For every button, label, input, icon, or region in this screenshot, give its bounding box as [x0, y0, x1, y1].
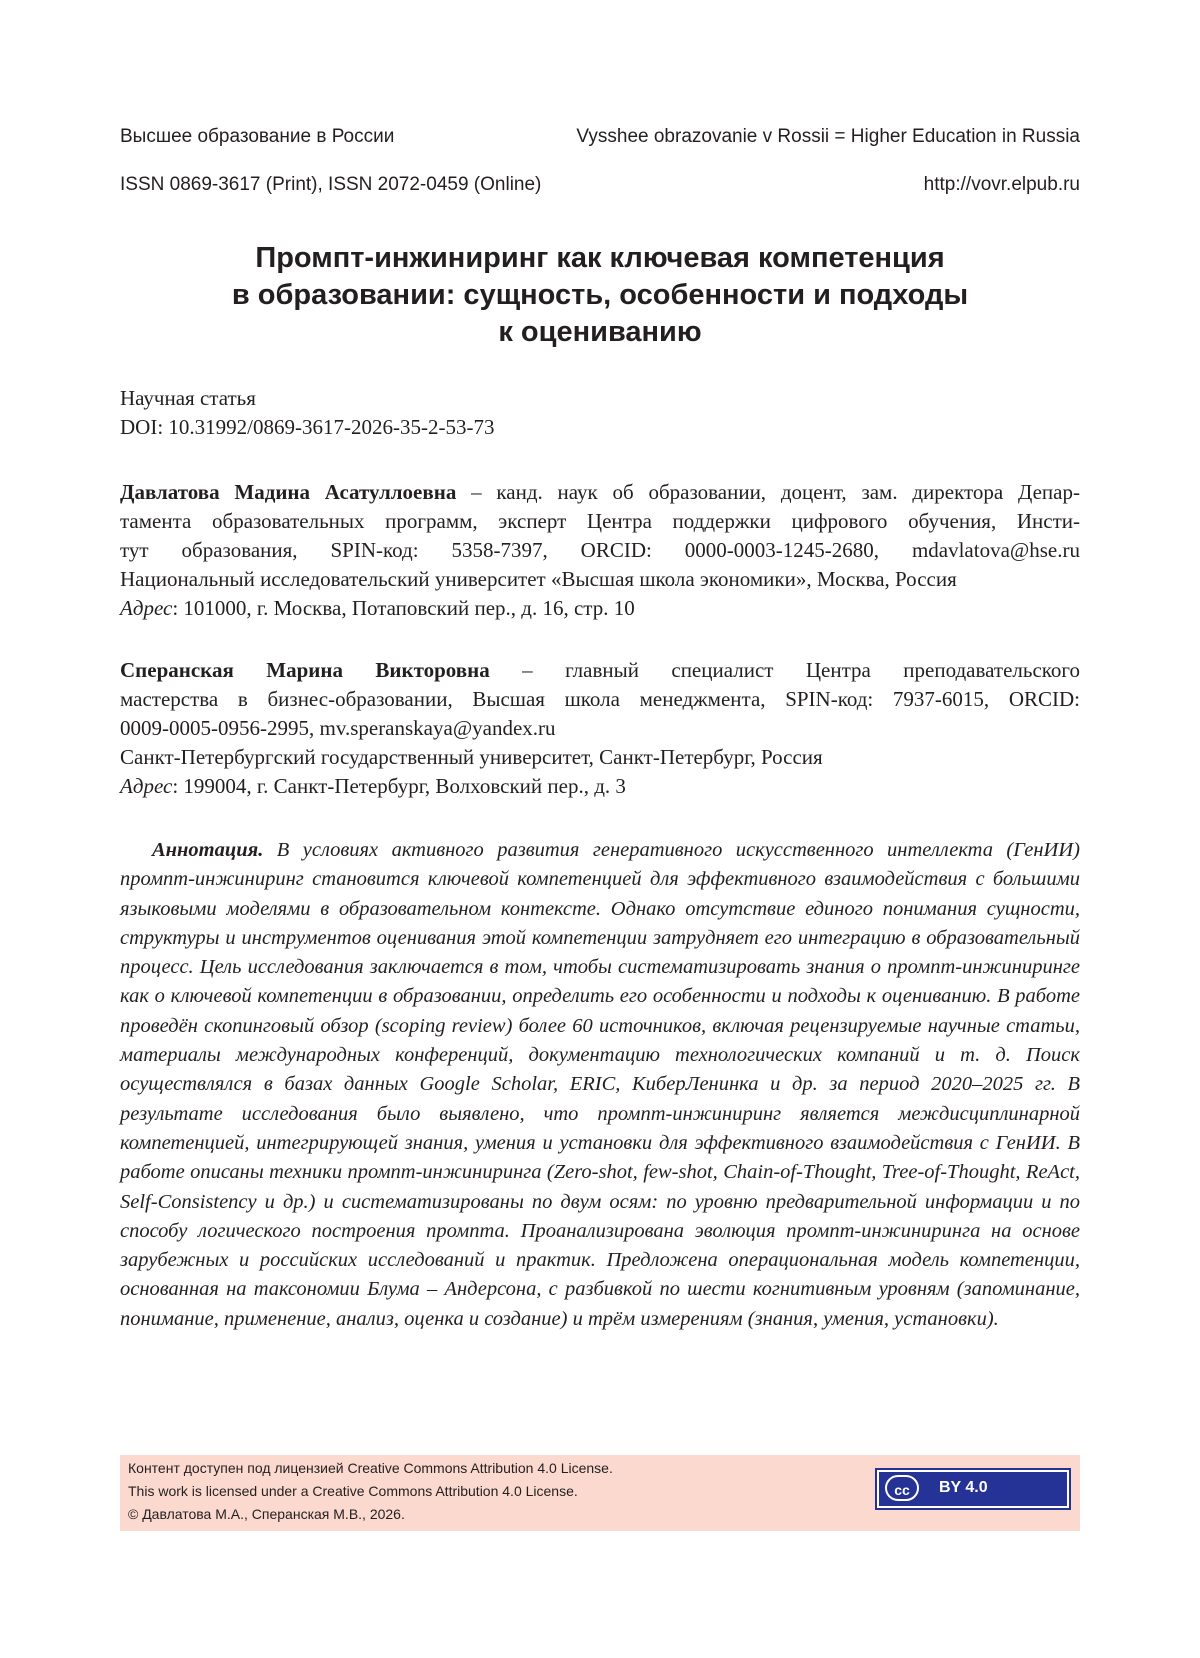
- article-type: Научная статья: [120, 386, 256, 410]
- doi[interactable]: DOI: 10.31992/0869-3617-2026-35-2-53-73: [120, 415, 495, 439]
- abstract: [120, 836, 1080, 1334]
- author-line: тут образования, SPIN-код: 5358-7397, ORCID: 0000-0003-1245-2680, mdavlatova@hse.ru: [120, 538, 1080, 562]
- author-affiliation: Санкт-Петербургский государственный университет, Санкт-Петербург, Россия: [120, 745, 823, 769]
- author-name: Давлатова Мадина Асатуллоевна: [120, 480, 457, 504]
- author-line: мастерства в бизнес-образовании, Высшая школа менеджмента, SPIN-код: 7937-6015, ORCID:: [120, 687, 1080, 711]
- author-address: [120, 772, 1080, 801]
- journal-title-ru: Высшее образование в России: [120, 126, 395, 147]
- author-affiliation: Национальный исследовательский университет «Высшая школа экономики», Москва, Россия: [120, 567, 957, 591]
- title-line: в образовании: сущность, особенности и подходы: [231, 279, 969, 311]
- title-line: к оцениванию: [498, 316, 702, 348]
- cc-icon: cc: [885, 1475, 919, 1501]
- author-line: [120, 656, 1080, 685]
- cc-badge-label: BY 4.0: [939, 1479, 988, 1496]
- title-line: Промпт-инжиниринг как ключевая компетенция: [255, 242, 945, 274]
- author-name: Сперанская Марина Викторовна: [120, 658, 490, 682]
- journal-title-en: Vysshee obrazovanie v Rossii = Higher Education in Russia: [576, 126, 1080, 147]
- author-details: – главный специалист Центра преподавательского: [489, 658, 1080, 682]
- article-meta: [120, 384, 1080, 442]
- cc-by-badge[interactable]: [875, 1468, 1071, 1510]
- address-text: : 101000, г. Москва, Потаповский пер., д. 16, стр. 10: [172, 596, 635, 620]
- author-line: тамента образовательных программ, эксперт Центра поддержки цифрового обучения, Инсти-: [120, 509, 1080, 533]
- journal-url[interactable]: http://vovr.elpub.ru: [923, 174, 1080, 195]
- address-label: Адрес: [120, 596, 173, 620]
- author-line: 0009-0005-0956-2995, mv.speranskaya@yandex.ru: [120, 716, 556, 740]
- abstract-text: В условиях активного развития генеративного искусственного интеллекта (ГенИИ) промпт-инжиниринг становится ключевой компетенцией для эффективного взаимодействия с большими языковыми моделями в образовательном контексте. Однако отсутствие единого понимания сущности, структуры и инструментов оценивания этой компетенции затрудняет его интеграцию в образовательный процесс. Цель исследования заключается в том, чтобы систематизировать знания о промпт-инжиниринге как о ключевой компетенции в образовании, определить его особенности и подходы к оцениванию. В работе проведён скопинговый обзор (scoping review) более 60 источников, включая рецензируемые научные статьи, материалы международных конференций, документацию технологических компаний и т. д. Поиск осуществлялся в базах данных Google Scholar, ERIC, КиберЛенинка и др. за период 2020–2025 гг. В результате исследования было выявлено, что промпт-инжиниринг является междисциплинарной компетенцией, интегрирующей знания, умения и установки для эффективного взаимодействия с ГенИИ. В работе описаны техники промпт-инжиниринга (Zero-shot, few-shot, Chain-of-Thought, Tree-of-Thought, ReAct, Self-Consistency и др.) и систематизированы по двум осям: по уровню предварительной информации и по способу логического построения промпта. Проанализирована эволюция промпт-инжиниринга на основе зарубежных и российских исследований и практик. Предложена операциональная модель компетенции, основанная на таксономии Блума – Андерсона, с разбивкой по шести когнитивным уровням (запоминание, понимание, применение, анализ, оценка и создание) и трём измерениям (знания, умения, установки).: [120, 839, 1080, 1330]
- license-ru: Контент доступен под лицензией Creative Commons Attribution 4.0 License.: [128, 1460, 613, 1476]
- address-text: : 199004, г. Санкт-Петербург, Волховский пер., д. 3: [172, 774, 626, 798]
- copyright: © Давлатова М.А., Сперанская М.В., 2026.: [128, 1506, 405, 1522]
- article-title: [120, 240, 1080, 351]
- issn: ISSN 0869-3617 (Print), ISSN 2072-0459 (Online): [120, 174, 542, 195]
- author-block-1: [120, 478, 1080, 623]
- abstract-label: Аннотация.: [152, 839, 264, 861]
- address-label: Адрес: [120, 774, 173, 798]
- license-box: [120, 1455, 1080, 1531]
- author-line: [120, 478, 1080, 507]
- author-details: – канд. наук об образовании, доцент, зам. директора Депар-: [456, 480, 1080, 504]
- license-en: This work is licensed under a Creative Commons Attribution 4.0 License.: [128, 1483, 578, 1499]
- author-block-2: [120, 656, 1080, 801]
- author-address: [120, 594, 1080, 623]
